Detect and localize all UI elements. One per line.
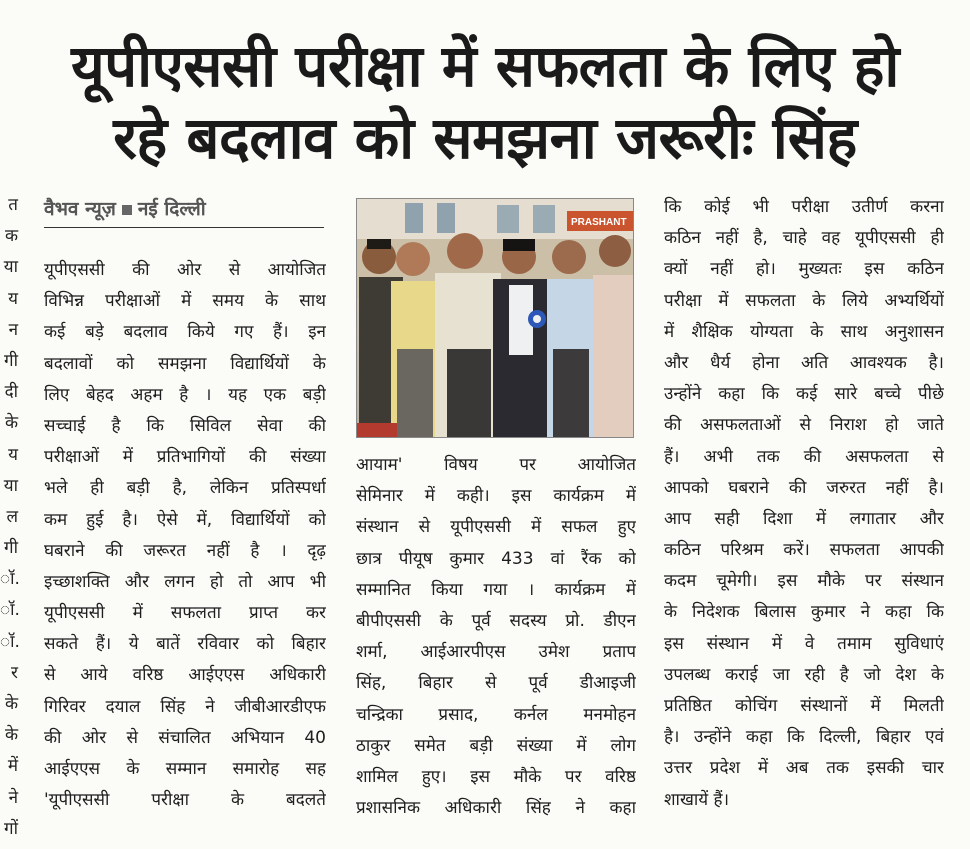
article-line: परीक्षाओं में प्रतिभागियों की संख्या — [44, 447, 326, 468]
adjacent-article-line-fragment: ॉ. — [0, 569, 20, 590]
adjacent-article-line-fragment: क — [4, 226, 18, 247]
article-line: चन्द्रिका प्रसाद, कर्नल मनमोहन — [356, 704, 636, 725]
adjacent-article-line-fragment: या — [3, 257, 18, 278]
headline-line-2: रहे बदलाव को समझना जरूरीः सिंह — [113, 104, 857, 172]
article-line: प्रतिष्ठित कोचिंग संस्थानों में मिलती — [664, 696, 944, 716]
adjacent-article-fragment — [0, 190, 22, 845]
article-line: आईएएस के सम्मान समारोह सह — [44, 759, 326, 779]
adjacent-article-line-fragment: य — [8, 444, 18, 465]
article-line: बदलावों को समझना विद्यार्थियों के — [44, 353, 326, 374]
article-line: है। उन्होंने कहा कि दिल्ली, बिहार एवं — [664, 727, 944, 748]
article-line: कई बड़े बदलाव किये गए हैं। इन — [44, 322, 326, 343]
article-line: आप सही दिशा में लगातार और — [664, 508, 944, 529]
adjacent-article-line-fragment: ने — [8, 787, 18, 808]
article-line: ठाकुर समेत बड़ी संख्या में लोग — [356, 735, 636, 756]
article-line: उपलब्ध कराई जा रही है जो देश के — [664, 664, 944, 685]
adjacent-article-line-fragment: न — [8, 319, 18, 340]
adjacent-article-line-fragment: में — [7, 756, 18, 777]
article-line: इस संस्थान में वे तमाम सुविधाएं — [664, 633, 944, 654]
headline-line-1: यूपीएससी परीक्षा में सफलता के लिए हो — [71, 32, 899, 100]
article-line: परीक्षा में सफलता के लिये अभ्यर्थियों — [664, 290, 944, 311]
article-line: क्यों नहीं हो। मुख्यतः इस कठिन — [664, 259, 944, 280]
article-line: शामिल हुए। इस मौके पर वरिष्ठ — [356, 766, 636, 787]
byline — [44, 195, 324, 228]
byline-separator-square — [122, 205, 132, 215]
adjacent-article-line-fragment: दी — [4, 382, 18, 403]
article-line: आपको घबराने की जरुरत नहीं है। — [664, 477, 944, 498]
article-line: कठिन परिश्रम करें। सफलता आपकी — [664, 540, 944, 561]
adjacent-article-line-fragment: ॉ. — [0, 631, 20, 652]
article-line: उन्होंने कहा कि कई सारे बच्चे पीछे — [664, 384, 944, 405]
article-line: इच्छाशक्ति और लगन हो तो आप भी — [44, 571, 326, 592]
article-line: सम्मानित किया गया । कार्यक्रम में — [356, 579, 636, 600]
article-line: प्रशासनिक अधिकारी सिंह ने कहा — [356, 798, 636, 819]
banner-text: PRASHANT — [571, 217, 627, 228]
adjacent-article-line-fragment: गी — [4, 538, 18, 559]
article-column-3 — [664, 192, 944, 816]
article-line: की ओर से संचालित अभियान 40 — [44, 727, 326, 748]
article-line: कि कोई भी परीक्षा उतीर्ण करना — [664, 197, 944, 217]
event-photo — [356, 198, 634, 438]
adjacent-article-line-fragment: गों — [4, 818, 18, 839]
article-line: के निदेशक बिलास कुमार ने कहा कि — [664, 602, 944, 623]
article-line: यूपीएससी की ओर से आयोजित — [44, 260, 326, 280]
adjacent-article-line-fragment: र — [11, 662, 18, 683]
article-line: कम हुई है। ऐसे में, विद्यार्थियों को — [44, 509, 326, 530]
headline — [30, 30, 940, 174]
article-line: हैं। अभी तक की असफलता से — [664, 446, 944, 467]
adjacent-article-line-fragment: या — [3, 475, 18, 496]
article-line: शाखायें हैं। — [664, 789, 730, 810]
adjacent-article-line-fragment: के — [4, 694, 18, 714]
article-line: सिंह, बिहार से पूर्व डीआइजी — [356, 673, 636, 694]
adjacent-article-line-fragment: के — [4, 413, 18, 434]
article-line: और धैर्य होना अति आवश्यक है। — [664, 352, 944, 373]
article-line: 'यूपीएससी परीक्षा के बदलते — [44, 790, 326, 811]
article-line: विभिन्न परीक्षाओं में समय के साथ — [44, 291, 326, 312]
article-column-2 — [356, 450, 636, 824]
article-line: संस्थान से यूपीएससी में सफल हुए — [356, 517, 636, 538]
article-line: लिए बेहद अहम है । यह एक बड़ी — [44, 384, 326, 405]
adjacent-article-line-fragment: त — [8, 195, 18, 215]
article-line: उत्तर प्रदेश में अब तक इसकी चार — [664, 758, 944, 779]
group-photo-illustration — [357, 199, 633, 437]
article-line: कदम चूमेगी। इस मौके पर संस्थान — [664, 571, 944, 592]
adjacent-article-line-fragment: य — [8, 288, 18, 309]
article-line: की असफलताओं से निराश हो जाते — [664, 415, 944, 436]
article-line: सकते हैं। ये बातें रविवार को बिहार — [44, 634, 326, 655]
byline-source: वैभव न्यूज़ — [44, 198, 116, 220]
article-line: गिरिवर दयाल सिंह ने जीबीआरडीएफ — [44, 696, 326, 717]
adjacent-article-line-fragment: गी — [4, 350, 18, 371]
adjacent-article-line-fragment: के — [4, 725, 18, 746]
article-line: आयाम' विषय पर आयोजित — [356, 455, 636, 475]
adjacent-article-line-fragment: ॉ. — [0, 600, 20, 621]
adjacent-article-line-fragment: ल — [6, 506, 18, 527]
article-line: यूपीएससी में सफलता प्राप्त कर — [44, 603, 326, 624]
article-line: कठिन नहीं है, चाहे वह यूपीएससी ही — [664, 228, 944, 249]
article-column-1 — [44, 255, 326, 816]
byline-place: नई दिल्ली — [137, 198, 206, 220]
article-line: सेमिनार में कही। इस कार्यक्रम में — [356, 486, 636, 507]
article-line: से आये वरिष्ठ आईएएस अधिकारी — [44, 665, 326, 686]
article-line: घबराने की जरूरत नहीं है । दृढ़ — [44, 540, 326, 561]
article-line: भले ही बड़ी है, लेकिन प्रतिस्पर्धा — [44, 478, 326, 499]
article-line: शर्मा, आईआरपीएस उमेश प्रताप — [356, 642, 636, 663]
article-line: सच्चाई है कि सिविल सेवा की — [44, 415, 326, 436]
article-line: छात्र पीयूष कुमार 433 वां रैंक को — [356, 548, 636, 569]
article-line: में शैक्षिक योग्यता के साथ अनुशासन — [664, 321, 944, 342]
article-line: बीपीएससी के पूर्व सदस्य प्रो. डीएन — [356, 610, 636, 631]
